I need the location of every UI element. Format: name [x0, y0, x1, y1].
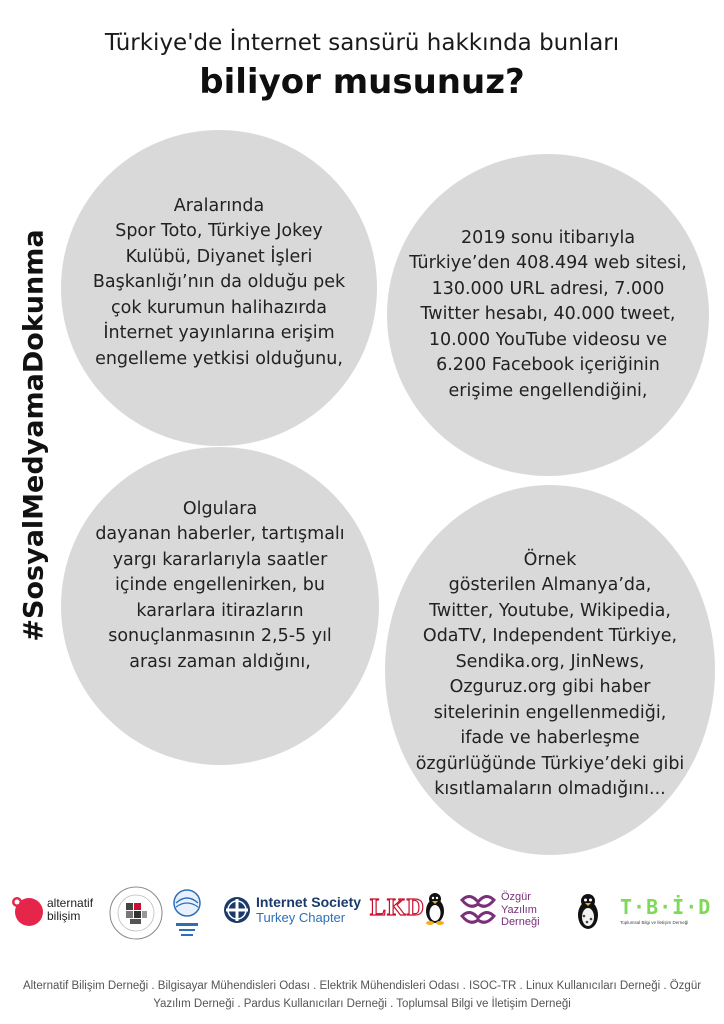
tbid-logo: [620, 895, 711, 925]
tux-penguin-icon: [423, 891, 447, 925]
pardus-logo: [575, 891, 601, 931]
fact-text-3: Olgulara dayanan haberler, tartışmalı yargı kararlarıyla saatler içinde engellenirken, bu kararlara itirazların sonuçlanmasının 2,5-5 yıl arası zaman aldığını,: [95, 498, 345, 672]
isoc-logo: [222, 895, 361, 925]
alternatif-line-2: bilişim: [47, 909, 81, 923]
fact-text-4: Örnek gösterilen Almanya’da, Twitter, Youtube, Wikipedia, OdaTV, Independent Türkiye, Sendika.org, JinNews, Ozguruz.org gibi haber sitelerinin engellenmediği, ifade ve haberleşme özgürlüğünde Türkiye’deki gibi kısıtlamaların olmadığını...: [415, 549, 685, 799]
bmo-logo: [108, 885, 164, 941]
hashtag-text: #SosyalMedyamaDokunma: [18, 228, 50, 642]
footer-line-1: Alternatif Bilişim Derneği . Bilgisayar Mühendisleri Odası . Elektrik Mühendisleri Odası . ISOC-TR . Linux Kullanıcıları Derneği . Özgür: [22, 980, 702, 992]
tbid-wordmark: T·B·İ·D: [620, 895, 712, 919]
lkd-logo: [370, 891, 447, 925]
header-line-1: Türkiye'de İnternet sansürü hakkında bunları: [104, 30, 620, 56]
isoc-globe-icon: [222, 895, 252, 925]
ozgur-line-2: Yazılım: [501, 903, 537, 916]
pardus-penguin-icon: [575, 891, 601, 931]
emo-emblem-icon: [172, 887, 202, 939]
hashtag-vertical: [4, 228, 64, 642]
ozgur-line-3: Derneği: [501, 916, 540, 928]
fact-circle-2: [387, 154, 709, 476]
footer: [10, 977, 714, 1013]
logo-strip: [0, 875, 724, 945]
alternatif-line-1: alternatif: [47, 896, 94, 910]
ozgur-yazilim-knot-icon: [458, 892, 498, 928]
lkd-wordmark: LKD: [370, 894, 426, 921]
emo-logo: [172, 887, 202, 939]
isoc-line-2: Turkey Chapter: [256, 910, 346, 925]
fact-text-1: Aralarında Spor Toto, Türkiye Jokey Kulübü, Diyanet İşleri Başkanlığı’nın da olduğu pek çok kurumun halihazırda İnternet yayınlarına erişim engelleme yetkisi olduğunu,: [92, 195, 346, 369]
bmo-seal-icon: [108, 885, 164, 941]
fact-circle-3: [61, 447, 379, 765]
footer-line-2: Yazılım Derneği . Pardus Kullanıcıları Derneği . Toplumsal Bilgi ve İletişim Derneği: [153, 998, 571, 1010]
alternatif-bilisim-mark-icon: [10, 893, 44, 927]
isoc-line-1: Internet Society: [256, 894, 362, 910]
fact-circle-4: [385, 485, 715, 855]
ozgur-line-1: Özgür: [501, 891, 531, 903]
alternatif-bilisim-logo: [10, 893, 93, 927]
tbid-subtitle: Toplumsal Bilgi ve İletişim Derneği: [620, 920, 689, 925]
fact-text-2: 2019 sonu itibarıyla Türkiye’den 408.494 web sitesi, 130.000 URL adresi, 7.000 Twitter hesabı, 40.000 tweet, 10.000 YouTube videosu ve 6.200 Facebook içeriğinin erişime engellendiğini,: [409, 227, 687, 401]
fact-circle-1: [61, 130, 377, 446]
header-line-2: biliyor musunuz?: [199, 62, 525, 102]
ozgur-yazilim-logo: [458, 891, 540, 929]
